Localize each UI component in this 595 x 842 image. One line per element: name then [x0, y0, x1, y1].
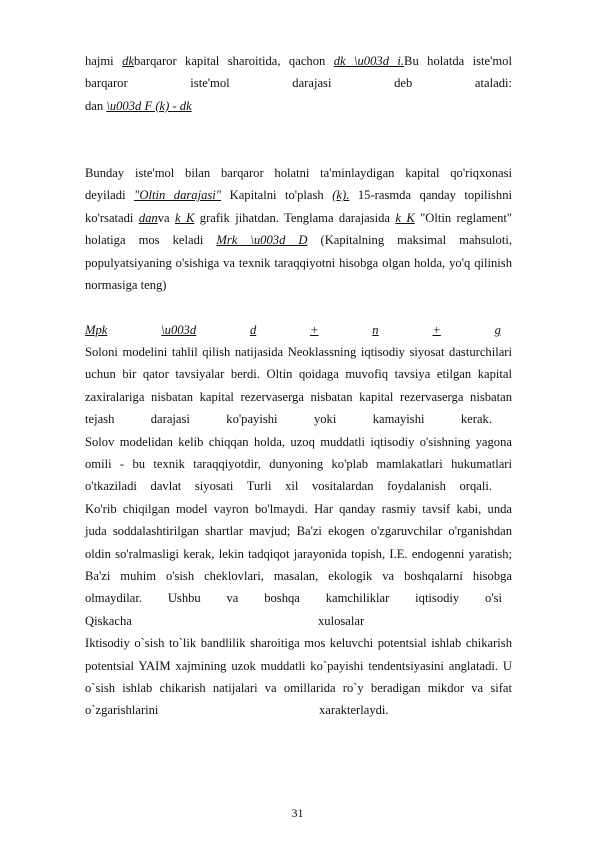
equation-token: \u003d — [161, 322, 197, 337]
equation-token: + — [432, 322, 441, 337]
text-span: (Kapitalning maksimal mahsuloti, — [320, 233, 512, 248]
paragraph-line: populyatsiyaning o'sishiga va texnik taraqqiyotni hisobga olgan holda, yo'q qilinish — [85, 255, 512, 270]
text-span: holatiga mos keladi — [85, 233, 204, 248]
text-span: o`zgarishlarini — [85, 703, 159, 718]
paragraph-line: uchun bir qator tavsiyalar berdi. Oltin qoidaga muvofiq tavsiya etilgan kapital — [85, 367, 512, 382]
paragraph-line — [85, 229, 512, 251]
equation-token: d — [249, 322, 257, 337]
paragraph-line: oldin so'ralmasligi kerak, lekin tadqiqot jarayonida topish, I.E. endogenni yaratish; — [85, 546, 512, 561]
equation-token: + — [310, 322, 319, 337]
blank-line — [85, 296, 512, 318]
paragraph-line: Solov modelidan kelib chiqqan holda, uzoq muddatli iqtisodiy o'sishning yagona — [85, 434, 512, 449]
equation-token: Mpk — [85, 322, 108, 337]
equation-link[interactable]: dk \u003d i. — [333, 54, 405, 68]
document-page — [85, 50, 512, 722]
paragraph-line: Iktisodiy o`sish to`lik bandlilik sharoitiga mos keluvchi potentsial ishlab chikarish — [85, 636, 512, 651]
paragraph-line: juda soddalashtirilgan shartlar mavjud; Ba'zi ekogen o'zgaruvchilar o'rganishdan — [85, 524, 512, 539]
paragraph-line: omili - bu texnik taraqqiyotdir, dunyoning ko'plab mamlakatlari hukumatlari — [85, 457, 512, 472]
paragraph-line — [85, 95, 512, 117]
text-span: ko'rsatadi — [85, 210, 134, 225]
paragraph-line: normasiga teng) — [85, 277, 167, 292]
equation-link[interactable]: (k). — [332, 188, 350, 203]
equation-link[interactable]: dan — [138, 210, 158, 225]
heading-left: Qiskacha — [85, 613, 132, 628]
heading-right: xulosalar — [318, 613, 365, 628]
paragraph-line: o`sish ishlab chikarish natijalari va omillarida ro`y beradigan mikdor va sifat — [85, 680, 512, 695]
paragraph-line — [85, 207, 512, 229]
text-span: va — [157, 210, 170, 225]
paragraph-line — [85, 699, 512, 721]
equation-link[interactable]: Mrk \u003d D — [216, 233, 308, 248]
text-span: grafik jihatdan. Tenglama darajasida — [199, 210, 390, 225]
section-heading — [85, 610, 512, 632]
equation-token: g — [494, 322, 501, 337]
paragraph-gap — [85, 117, 512, 162]
text-span: deyiladi — [85, 188, 126, 203]
equation-link[interactable]: \u003d F (k) - dk — [106, 98, 192, 113]
text-span: 15-rasmda qanday topilishni — [357, 188, 513, 203]
equation-link[interactable]: "Oltin darajasi" — [134, 188, 222, 203]
text-span: hajmi — [85, 54, 114, 68]
equation-link[interactable]: dk — [122, 54, 134, 68]
golden-rule-equation[interactable] — [85, 319, 501, 341]
paragraph-line: Soloni modelini tahlil qilish natijasida Neoklassning iqtisodiy siyosat dasturchilari — [85, 345, 512, 360]
text-span: barqaror kapital sharoitida, qachon — [133, 54, 326, 68]
text-span: dan — [85, 98, 104, 113]
equation-link[interactable]: k K — [175, 210, 195, 225]
paragraph-line: potentsial YAIM xajmining uzok muddatli ko`payishi tendentsiyasini anglatadi. U — [85, 658, 512, 673]
paragraph-line — [85, 184, 512, 206]
paragraph-line: Ba'zi muhim o'sish cheklovlari, masalan, ekologik va boshqalarni hisobga — [85, 569, 512, 583]
page-number: 31 — [291, 806, 304, 820]
text-span: Bu holatda iste'mol — [404, 54, 512, 68]
text-span: Kapitalni to'plash — [229, 188, 324, 203]
text-span: xarakterlaydi. — [319, 703, 389, 718]
paragraph-line: Bunday iste'mol bilan barqaror holatni ta'minlaydigan kapital qo'riqxonasi — [85, 165, 512, 180]
paragraph-line: tejash darajasi ko'payishi yoki kamayishi kerak. — [85, 412, 492, 427]
paragraph-line: zaxiralariga nisbatan kapital rezervaserga nisbatan kapital rezervaserga nisbatan — [85, 389, 512, 404]
equation-link[interactable]: k K — [395, 210, 415, 225]
paragraph-line: olmaydilar. Ushbu va boshqa kamchiliklar iqtisodiy o'si — [85, 591, 502, 606]
paragraph-line: Ko'rib chiqilgan model vayron bo'lmaydi. Har qanday rasmiy tavsif kabi, unda — [85, 501, 512, 516]
text-span: "Oltin reglament" — [420, 210, 513, 225]
paragraph-line: o'tkaziladi davlat siyosati Turli xil vositalardan foydalanish orqali. — [85, 479, 492, 494]
paragraph-line — [85, 50, 512, 72]
paragraph-line: barqaror iste'mol darajasi deb ataladi: — [85, 76, 512, 91]
equation-token: n — [372, 322, 379, 337]
